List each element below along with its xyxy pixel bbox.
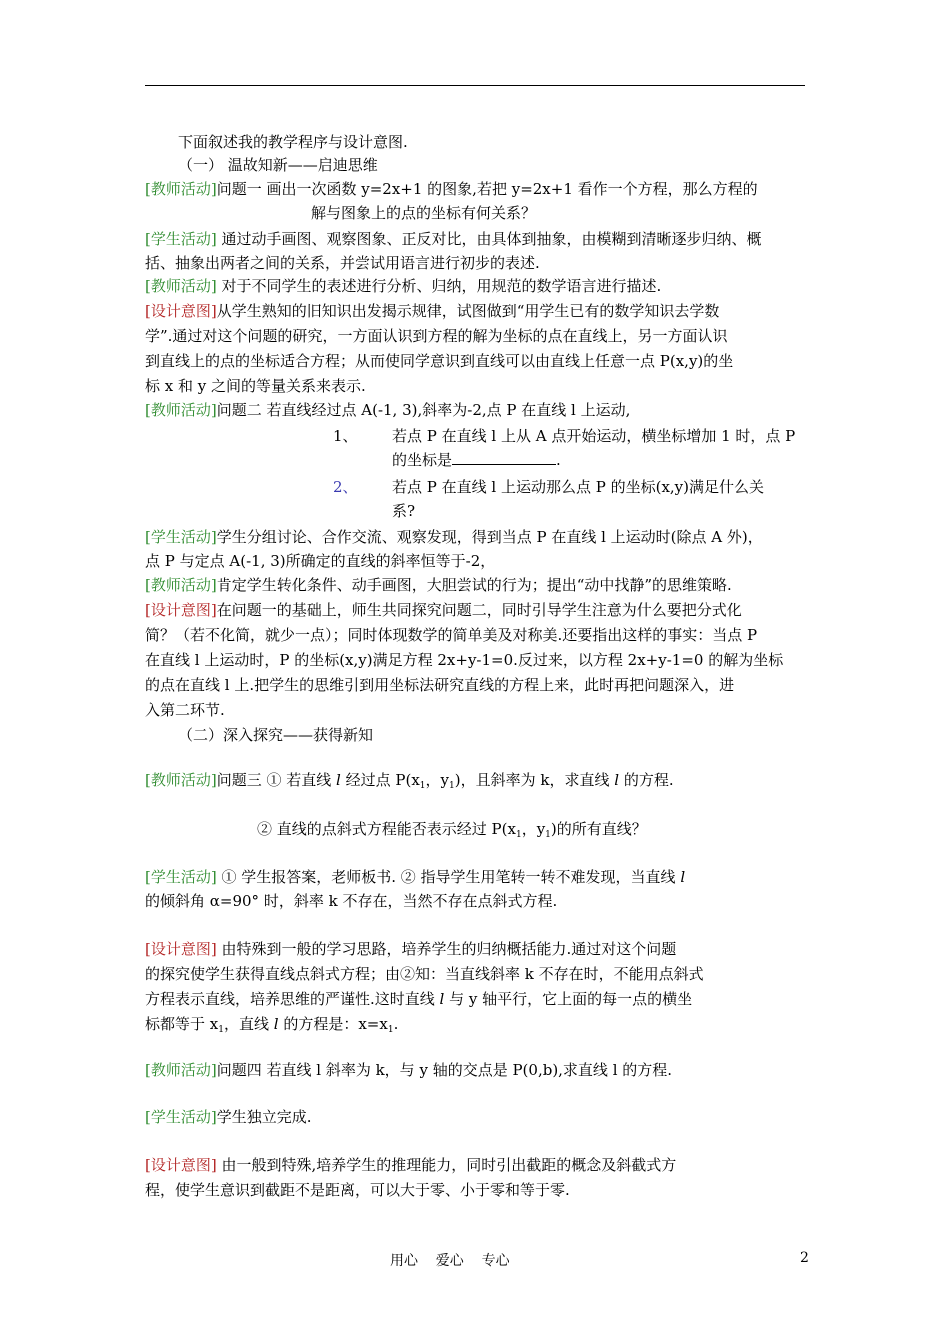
text: 问题三 ① 若直线 <box>216 771 337 789</box>
design-intent-4-cont: 程，使学生意识到截距不是距离，可以大于零、小于零和等于零. <box>145 1181 570 1199</box>
student-activity-3 <box>145 867 685 887</box>
text: ，y <box>521 820 546 838</box>
section-heading-1: （一） 温故知新——启迪思维 <box>178 156 378 174</box>
header-rule <box>145 85 805 86</box>
design-intent-2-line4: 的点在直线 l 上.把学生的思维引到用坐标法研究直线的方程上来，此时再把问题深入，进 <box>145 676 735 694</box>
subscript: 1 <box>545 830 551 840</box>
intro-text: 下面叙述我的教学程序与设计意图. <box>178 133 408 151</box>
text: 由特殊到一般的学习思路，培养学生的归纳概括能力.通过对这个问题 <box>216 940 677 958</box>
text: 与 y 轴平行，它上面的每一点的横坐 <box>444 990 693 1008</box>
student-activity-3-cont: 的倾斜角 α=90° 时，斜率 k 不存在，当然不存在点斜式方程. <box>145 892 558 910</box>
teacher-activity-1 <box>145 179 758 199</box>
teacher-activity-1-cont: 解与图象上的点的坐标有何关系？ <box>311 204 537 222</box>
line-symbol: l <box>336 771 341 789</box>
design-intent-1-line4: 标 x 和 y 之间的等量关系来表示. <box>145 377 366 395</box>
text: 标都等于 x <box>145 1015 219 1033</box>
text: 经过点 P(x <box>340 771 420 789</box>
text: 肯定学生转化条件、动手画图，大胆尝试的行为；提出“动中找静”的思维策略. <box>216 576 732 594</box>
tag-student: [学生活动] <box>145 868 217 886</box>
design-intent-1 <box>145 301 719 321</box>
tag-design: [设计意图] <box>145 1156 217 1174</box>
design-intent-2-line3: 在直线 l 上运动时，P 的坐标(x,y)满足方程 2x+y-1=0.反过来，以方程 2x+y-1=0 的解为坐标 <box>145 651 784 669</box>
footer-text: 用心 爱心 专心 <box>390 1253 510 1269</box>
tag-student: [学生活动] <box>145 528 217 546</box>
question-2-2-number: 2、 <box>333 478 358 496</box>
design-intent-2 <box>145 600 742 620</box>
tag-student: [学生活动] <box>145 230 217 248</box>
text: 的方程是：x=x <box>278 1015 388 1033</box>
text: 问题四 若直线 l 斜率为 k，与 y 轴的交点是 P(0,b),求直线 l 的方程. <box>216 1061 673 1079</box>
tag-teacher: [教师活动] <box>145 277 217 295</box>
design-intent-3 <box>145 939 676 959</box>
student-activity-1 <box>145 229 762 249</box>
text: ，y <box>425 771 450 789</box>
line-symbol: l <box>680 868 686 886</box>
design-intent-2-line2: 简？（若不化简，就少一点）；同时体现数学的简单美及对称美.还要指出这样的事实：当点 P <box>145 626 758 644</box>
teacher-activity-1b <box>145 276 661 296</box>
text: )的所有直线？ <box>550 820 647 838</box>
design-intent-3-line2: 的探究使学生获得直线点斜式方程；由②知：当直线斜率 k 不存在时，不能用点斜式 <box>145 965 704 983</box>
student-activity-2-cont: 点 P 与定点 A(-1, 3)所确定的直线的斜率恒等于-2， <box>145 552 496 570</box>
subscript: 1 <box>419 781 426 791</box>
tag-teacher: [教师活动] <box>145 576 217 594</box>
text: )，且斜率为 k，求直线 <box>454 771 615 789</box>
teacher-activity-2 <box>145 400 630 420</box>
text: 问题一 画出一次函数 y=2x+1 的图象,若把 y=2x+1 看作一个方程，那么方程的 <box>216 180 758 198</box>
design-intent-1-line2: 学”.通过对这个问题的研究，一方面认识到方程的解为坐标的点在直线上，另一方面认识 <box>145 327 728 345</box>
teacher-activity-3b <box>257 819 647 839</box>
text: 通过动手画图、观察图象、正反对比，由具体到抽象，由模糊到清晰逐步归纳、概 <box>216 230 762 248</box>
text: ① 学生报答案，老师板书. ② 指导学生用笔转一转不难发现，当直线 <box>216 868 681 886</box>
student-activity-2 <box>145 527 763 547</box>
teacher-activity-3 <box>145 770 674 790</box>
subscript: 1 <box>218 1025 224 1035</box>
text: 对于不同学生的表述进行分析、归纳，用规范的数学语言进行描述. <box>216 277 662 295</box>
design-intent-1-line3: 到直线上的点的坐标适合方程；从而使同学意识到直线可以由直线上任意一点 P(x,y)的坐 <box>145 352 734 370</box>
text: 方程表示直线，培养思维的严谨性.这时直线 <box>145 990 440 1008</box>
student-activity-1-cont: 括、抽象出两者之间的关系，并尝试用语言进行初步的表述. <box>145 254 540 272</box>
text: 在问题一的基础上，师生共同探究问题二，同时引导学生注意为什么要把分式化 <box>216 601 742 619</box>
tag-design: [设计意图] <box>145 601 217 619</box>
line-symbol: l <box>614 771 620 789</box>
teacher-activity-4 <box>145 1060 672 1080</box>
text: ，直线 <box>223 1015 274 1033</box>
student-activity-4 <box>145 1107 312 1127</box>
design-intent-3-line3 <box>145 989 692 1009</box>
teacher-activity-2b <box>145 575 732 595</box>
line-symbol: l <box>273 1015 279 1033</box>
subscript: 1 <box>449 781 455 791</box>
section-heading-2: （二）深入探究——获得新知 <box>178 726 374 744</box>
question-2-1-cont <box>392 450 561 470</box>
text: . <box>393 1015 399 1033</box>
text: . <box>556 451 561 469</box>
line-symbol: l <box>439 990 445 1008</box>
tag-student: [学生活动] <box>145 1108 217 1126</box>
question-2-1-number: 1、 <box>333 427 358 445</box>
question-2-2-text: 若点 P 在直线 l 上运动那么点 P 的坐标(x,y)满足什么关 <box>392 478 764 496</box>
page-number: 2 <box>800 1250 809 1266</box>
tag-teacher: [教师活动] <box>145 771 217 789</box>
tag-teacher: [教师活动] <box>145 401 217 419</box>
text: 从学生熟知的旧知识出发揭示规律，试图做到“用学生已有的数学知识去学数 <box>216 302 720 320</box>
text: 的坐标是 <box>392 451 453 469</box>
subscript: 1 <box>387 1025 394 1035</box>
question-2-1-text: 若点 P 在直线 l 上从 A 点开始运动，横坐标增加 1 时，点 P <box>392 427 796 445</box>
design-intent-4 <box>145 1155 676 1175</box>
design-intent-2-line5: 入第二环节. <box>145 701 225 719</box>
text: 问题二 若直线经过点 A(-1, 3),斜率为-2,点 P 在直线 l 上运动, <box>216 401 631 419</box>
tag-design: [设计意图] <box>145 302 217 320</box>
text: ② 直线的点斜式方程能否表示经过 P(x <box>257 820 516 838</box>
tag-teacher: [教师活动] <box>145 1061 217 1079</box>
design-intent-3-line4 <box>145 1014 398 1034</box>
tag-design: [设计意图] <box>145 940 217 958</box>
text: 由一般到特殊,培养学生的推理能力，同时引出截距的概念及斜截式方 <box>216 1156 677 1174</box>
subscript: 1 <box>515 830 522 840</box>
question-2-2-cont: 系? <box>392 502 416 520</box>
tag-teacher: [教师活动] <box>145 180 217 198</box>
text: 学生独立完成. <box>216 1108 312 1126</box>
text: 学生分组讨论、合作交流、观察发现，得到当点 P 在直线 l 上运动时(除点 A 外)， <box>216 528 763 546</box>
answer-blank <box>452 450 556 465</box>
text: 的方程. <box>619 771 674 789</box>
